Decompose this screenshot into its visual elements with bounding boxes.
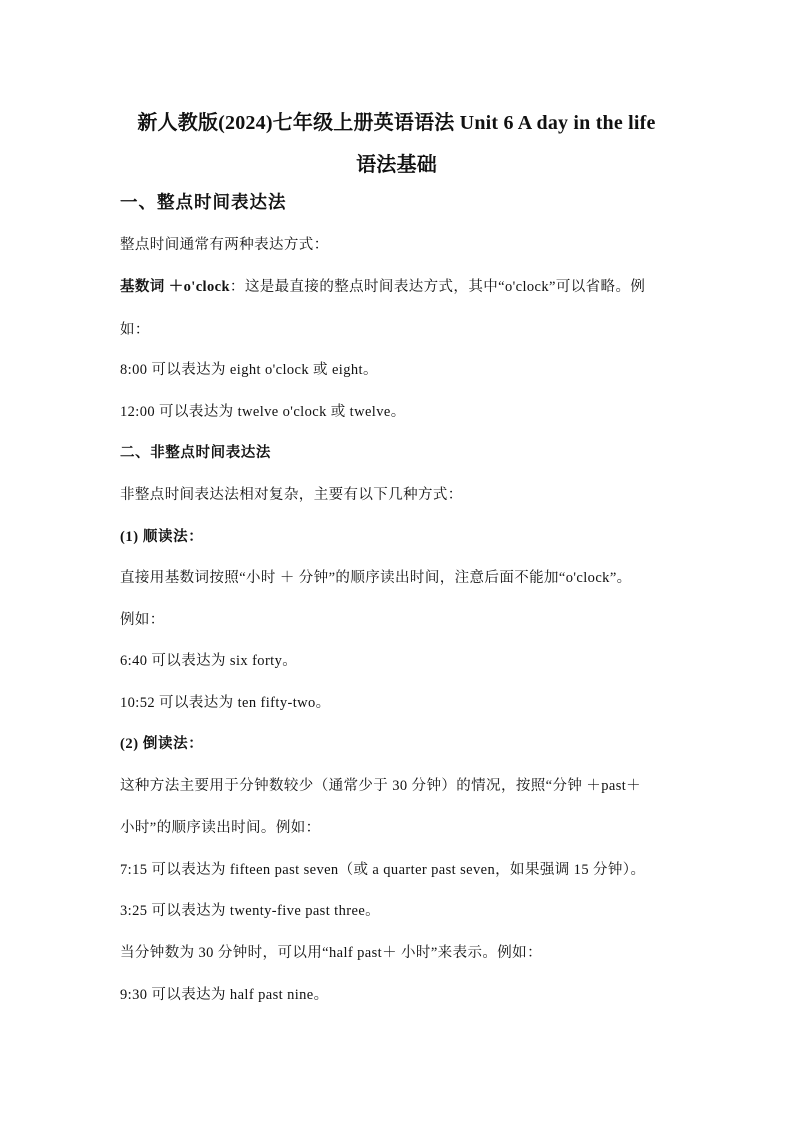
- paragraph-reverse-method: 这种方法主要用于分钟数较少（通常少于 30 分钟）的情况，按照“分钟 ＋past＋: [120, 778, 642, 794]
- paragraph-non-whole-hour-intro: 非整点时间表达法相对复杂，主要有以下几种方式：: [120, 487, 463, 503]
- example-line: 6:40 可以表达为 six forty。: [120, 653, 298, 669]
- section-heading-non-whole-hour: 二、非整点时间表达法: [120, 445, 271, 461]
- example-line: 7:15 可以表达为 fifteen past seven（或 a quarter past seven，如果强调 15 分钟）。: [120, 862, 646, 878]
- document-subtitle: 语法基础: [356, 154, 437, 176]
- example-line: 3:25 可以表达为 twenty-five past three。: [120, 903, 381, 919]
- method-heading-forward: (1) 顺读法：: [120, 529, 204, 545]
- method-heading-reverse: (2) 倒读法：: [120, 736, 204, 752]
- example-line: 10:52 可以表达为 ten fifty-two。: [120, 695, 331, 711]
- example-line: 9:30 可以表达为 half past nine。: [120, 987, 329, 1003]
- rule-label: 基数词 ＋o'clock: [120, 279, 230, 295]
- paragraph-forward-method: 直接用基数词按照“小时 ＋ 分钟”的顺序读出时间，注意后面不能加“o'clock”。: [120, 570, 632, 586]
- section-heading-whole-hour: 一、整点时间表达法: [120, 192, 287, 212]
- paragraph-half-past-rule: 当分钟数为 30 分钟时，可以用“half past＋ 小时”来表示。例如：: [120, 945, 542, 961]
- paragraph-rule: [120, 275, 680, 296]
- example-line: 12:00 可以表达为 twelve o'clock 或 twelve。: [120, 404, 406, 420]
- rule-text: ：这是最直接的整点时间表达方式，其中“o'clock”可以省略。例: [229, 279, 646, 295]
- paragraph-forward-continued: 例如：: [120, 612, 165, 628]
- paragraph-rule-continued: 如：: [120, 322, 150, 338]
- document-title: 新人教版(2024)七年级上册英语语法 Unit 6 A day in the life: [137, 112, 656, 134]
- paragraph-whole-hour-intro: 整点时间通常有两种表达方式：: [120, 237, 329, 253]
- example-line: 8:00 可以表达为 eight o'clock 或 eight。: [120, 362, 378, 378]
- paragraph-reverse-continued: 小时”的顺序读出时间。例如：: [120, 820, 321, 836]
